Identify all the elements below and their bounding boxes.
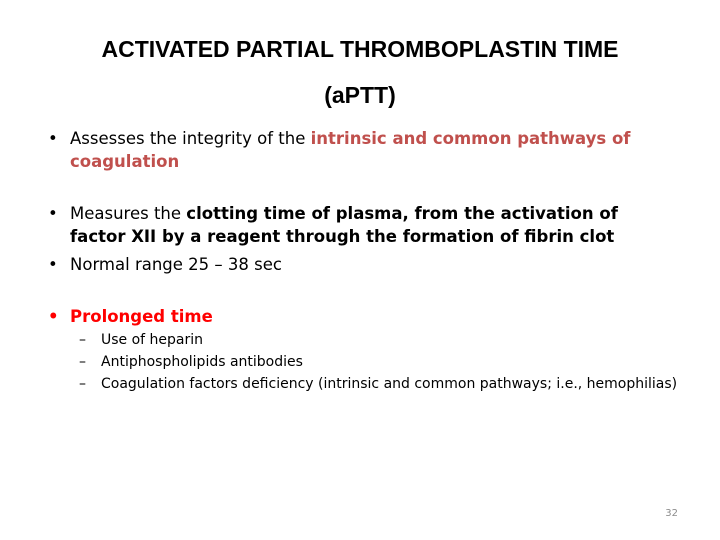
bullet-text: Assesses the integrity of the	[70, 129, 311, 148]
sub-item-factor-deficiency	[79, 375, 678, 394]
sub-marker: –	[79, 332, 86, 348]
bullet-list	[48, 127, 678, 394]
title-line-1: ACTIVATED PARTIAL THROMBOPLASTIN TIME	[101, 36, 619, 62]
sub-marker: –	[79, 376, 86, 392]
bullet-marker: •	[48, 129, 58, 148]
bullet-bold-text: clotting time of plasma, from the activation of factor XII by a reagent through the formation of fibrin clot	[70, 204, 618, 246]
sub-item-text: Use of heparin	[101, 332, 204, 348]
sub-item-text: Coagulation factors deficiency (intrinsic and common pathways; i.e., hemophilias)	[101, 376, 678, 392]
sub-item-heparin	[79, 331, 678, 350]
sub-item-antiphospholipids	[79, 353, 678, 372]
sub-list	[48, 331, 678, 394]
sub-marker: –	[79, 354, 86, 370]
bullet-normal-range	[48, 253, 678, 276]
bullet-marker: •	[48, 255, 58, 274]
bullet-text: Normal range 25 – 38 sec	[70, 255, 282, 274]
bullet-marker: •	[48, 204, 58, 223]
slide-title	[30, 26, 690, 118]
bullet-clotting-time	[48, 202, 678, 248]
bullet-intrinsic-pathways	[48, 127, 678, 173]
page-number: 32	[665, 508, 678, 519]
sub-item-text: Antiphospholipids antibodies	[101, 354, 303, 370]
bullet-highlight: intrinsic and common pathways of coagulation	[70, 129, 631, 171]
bullet-label: Prolonged time	[70, 307, 213, 326]
bullet-text: Measures the	[70, 204, 187, 223]
bullet-marker: •	[48, 307, 59, 326]
title-line-2: (aPTT)	[324, 82, 396, 108]
bullet-prolonged-time	[48, 305, 678, 328]
